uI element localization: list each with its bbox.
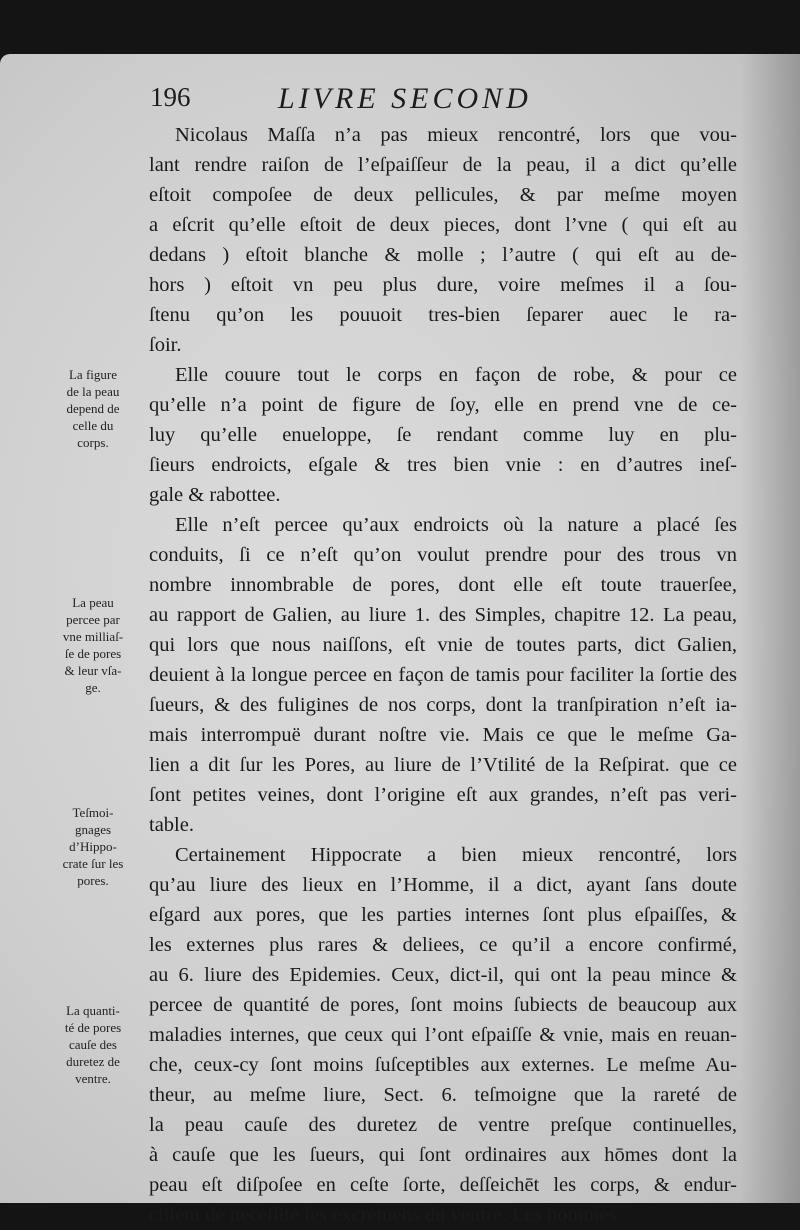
text-line: lant rendre raiſon de l’eſpaiſſeur de la peau, il a dict qu’elle [149, 154, 737, 176]
text-line: qu’au liure des lieux en l’Homme, il a dict, ayant ſans doute [149, 874, 737, 896]
text-line: Certainement Hippocrate a bien mieux rencontré, lors [175, 844, 737, 866]
text-line: ſieurs endroicts, eſgale & tres bien vnie : en d’autres ineſ- [149, 454, 737, 476]
margin-note-pores: La peau percee par vne milliaſ- ſe de pores & leur vſa- ge. [62, 595, 124, 695]
text-line: che, ceux-cy ſont moins ſuſceptibles aux externes. Le meſme Au- [149, 1054, 737, 1076]
text-line: table. [149, 814, 194, 836]
text-line: peau eſt diſpoſee en ceſte ſorte, deſſeichēt les corps, & endur- [149, 1174, 737, 1196]
text-line: eſtoit compoſee de deux pellicules, & par meſme moyen [149, 184, 737, 206]
page-header [150, 82, 750, 122]
text-line: nombre innombrable de pores, dont elle eſt toute trauerſee, [149, 574, 737, 596]
text-line: ſoir. [149, 334, 182, 356]
text-line: hors ) eſtoit vn peu plus dure, voire meſmes il a ſou- [149, 274, 737, 296]
text-line: maladies internes, que ceux qui l’ont eſpaiſſe & vnie, mais en reuan- [149, 1024, 737, 1046]
text-line: dedans ) eſtoit blanche & molle ; l’autre ( qui eſt au de- [149, 244, 737, 266]
text-line: lien a dit ſur les Pores, au liure de l’Vtilité de la Reſpirat. que ce [149, 754, 737, 776]
text-line: les externes plus rares & deliees, ce qu’il a encore confirmé, [149, 934, 737, 956]
text-line: ciſſent de neceſſité les excremens du ventre. Les hommes [149, 1204, 617, 1226]
running-title: LIVRE SECOND [278, 82, 532, 115]
text-line: ſueurs, & des fuligines de nos corps, dont la tranſpiration n’eſt ia- [149, 694, 737, 716]
text-line: ſont petites veines, dont l’origine eſt aux grandes, n’eſt pas veri- [149, 784, 737, 806]
text-line: qu’elle n’a point de figure de ſoy, elle en prend vne de ce- [149, 394, 737, 416]
book-page [0, 54, 800, 1226]
text-line: a eſcrit qu’elle eſtoit de deux pieces, dont l’vne ( qui eſt au [149, 214, 737, 236]
text-line: percee de quantité de pores, ſont moins ſubiects de beaucoup aux [149, 994, 737, 1016]
text-line: luy qu’elle enueloppe, ſe rendant comme luy en plu- [149, 424, 737, 446]
text-line: ſtenu qu’on les pouuoit tres-bien ſeparer auec le ra- [149, 304, 737, 326]
text-line: au rapport de Galien, au liure 1. des Simples, chapitre 12. La peau, [149, 604, 737, 626]
text-line: Nicolaus Maſſa n’a pas mieux rencontré, lors que vou- [175, 124, 737, 146]
text-line: la peau cauſe des duretez de ventre preſque continuelles, [149, 1114, 737, 1136]
text-line: theur, au meſme liure, Sect. 6. teſmoigne que la rareté de [149, 1084, 737, 1106]
text-line: deuient à la longue percee en façon de tamis pour faciliter la ſortie des [149, 664, 737, 686]
text-line: eſgard aux pores, que les parties internes ſont plus eſpaiſſes, & [149, 904, 737, 926]
text-line: gale & rabottee. [149, 484, 281, 506]
text-line: Elle n’eſt percee qu’aux endroicts où la nature a placé ſes [175, 514, 737, 536]
text-line: Elle couure tout le corps en façon de robe, & pour ce [175, 364, 737, 386]
page-number: 196 [150, 82, 191, 112]
margin-note-figure: La figure de la peau depend de celle du corps. [66, 367, 120, 450]
text-line: à cauſe que les ſueurs, qui ſont ordinaires aux hōmes dont la [149, 1144, 737, 1166]
text-line: qui lors que nous naiſſons, eſt vnie de toutes parts, dict Galien, [149, 634, 737, 656]
text-line: au 6. liure des Epidemies. Ceux, dict-il, qui ont la peau mince & [149, 964, 737, 986]
margin-note-quantity: La quanti- té de pores cauſe des duretez de ventre. [64, 1003, 122, 1086]
text-line: conduits, ſi ce n’eſt qu’on voulut prendre pour des trous vn [149, 544, 737, 566]
text-line: mais interrompuë durant noſtre vie. Mais ce que le meſme Ga- [149, 724, 737, 746]
margin-note-hippocrate: Teſmoi- gnages d’Hippo- crate ſur les pores. [62, 805, 124, 888]
